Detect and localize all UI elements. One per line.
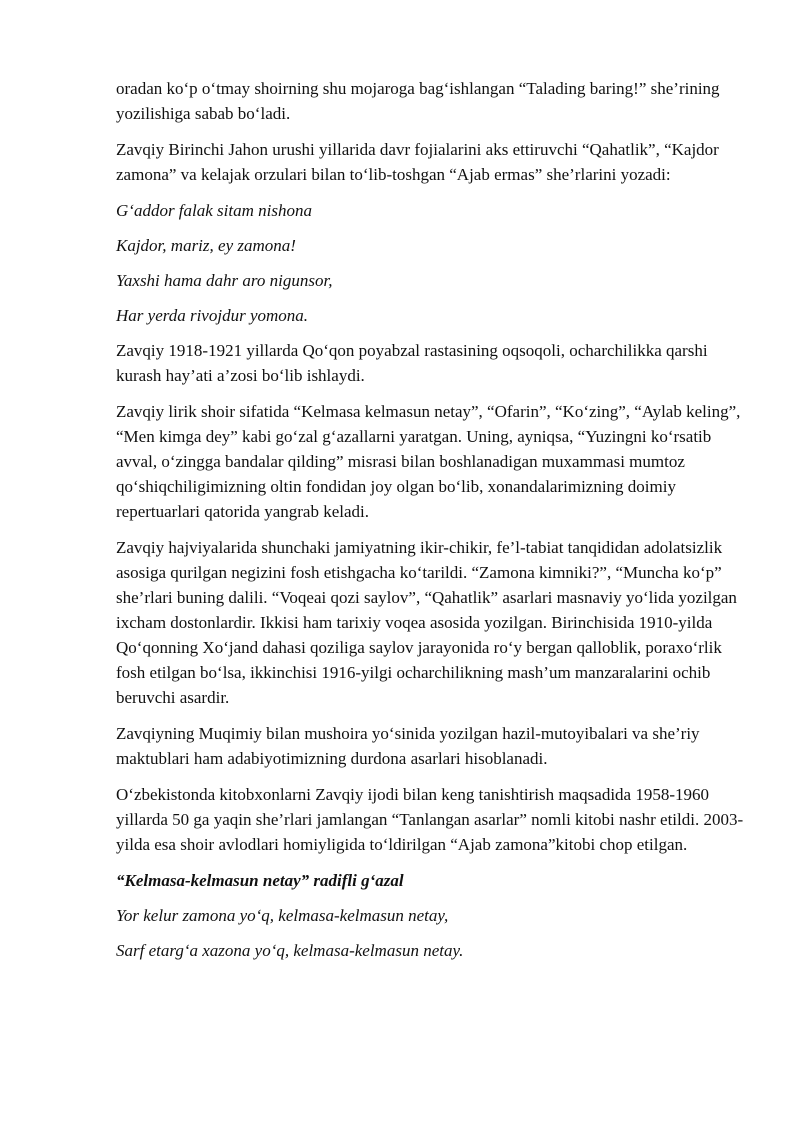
ghazal-title: “Kelmasa-kelmasun netay” radifli gʻazal xyxy=(116,871,404,890)
verse-line: Kajdor, mariz, ey zamona! xyxy=(116,236,296,255)
paragraph-lyric-poetry: Zavqiy lirik shoir sifatida “Kelmasa kelmasun netay”, “Ofarin”, “Koʻzing”, “Aylab keling”, “Men kimga dey” kabi goʻzal gʻazallarni yaratgan. Uning, ayniqsa, “Yuzingni koʻrsatib avval, oʻzingga bandalar qilding” misrasi bilan boshlanadigan muxammasi mumtoz qoʻshiqchiligimizning oltin fondidan joy olgan boʻlib, xonandalarimizning doimiy repertuarlari qatorida yangrab keladi. xyxy=(116,402,741,521)
verse-line: Yaxshi hama dahr aro nigunsor, xyxy=(116,271,333,290)
paragraph-intro: oradan koʻp oʻtmay shoirning shu mojaroga bagʻishlangan “Talading baring!” she’rining yozilishiga sabab boʻladi. xyxy=(116,79,720,123)
verse-line: Yor kelur zamona yoʻq, kelmasa-kelmasun netay, xyxy=(116,906,449,925)
verse-line: Gʻaddor falak sitam nishona xyxy=(116,201,312,220)
paragraph-muqimiy: Zavqiyning Muqimiy bilan mushoira yoʻsinida yozilgan hazil-mutoyibalari va she’riy maktublari ham adabiyotimizning durdona asarlari hisoblanadi. xyxy=(116,724,700,768)
paragraph-satire: Zavqiy hajviyalarida shunchaki jamiyatning ikir-chikir, fe’l-tabiat tanqididan adolatsizlik asosiga qurilgan negizini fosh etishgacha koʻtarildi. “Zamona kimniki?”, “Muncha koʻp” she’rlari buning dalili. “Voqeai qozi saylov”, “Qahatlik” asarlari masnaviy yoʻlida yozilgan ixcham dostonlardir. Ikkisi ham tarixiy voqea asosida yozilgan. Birinchisida 1910-yilda Qoʻqonning Xoʻjand dahasi qoziliga saylov jarayonida roʻy bergan qalloblik, poraxoʻrlik fosh etilgan boʻlsa, ikkinchisi 1916-yilgi ocharchilikning mash’um manzaralarini ochib beruvchi asardir. xyxy=(116,538,737,707)
verse-line: Sarf etargʻa xazona yoʻq, kelmasa-kelmasun netay. xyxy=(116,941,464,960)
verse-line: Har yerda rivojdur yomona. xyxy=(116,306,309,325)
paragraph-biography: Zavqiy 1918-1921 yillarda Qoʻqon poyabzal rastasining oqsoqoli, ocharchilikka qarshi kurash hay’ati a’zosi boʻlib ishlaydi. xyxy=(116,341,708,385)
paragraph-publications: Oʻzbekistonda kitobxonlarni Zavqiy ijodi bilan keng tanishtirish maqsadida 1958-1960 yillarda 50 ga yaqin she’rlari jamlangan “Tanlangan asarlar” nomli kitobi nashr etildi. 2003-yilda esa shoir avlodlari homiyligida toʻldirilgan “Ajab zamona”kitobi chop etilgan. xyxy=(116,785,744,854)
page-body xyxy=(116,76,752,973)
paragraph-war-poems: Zavqiy Birinchi Jahon urushi yillarida davr fojialarini aks ettiruvchi “Qahatlik”, “Kajdor zamona” va kelajak orzulari bilan toʻlib-toshgan “Ajab ermas” she’rlarini yozadi: xyxy=(116,140,719,184)
